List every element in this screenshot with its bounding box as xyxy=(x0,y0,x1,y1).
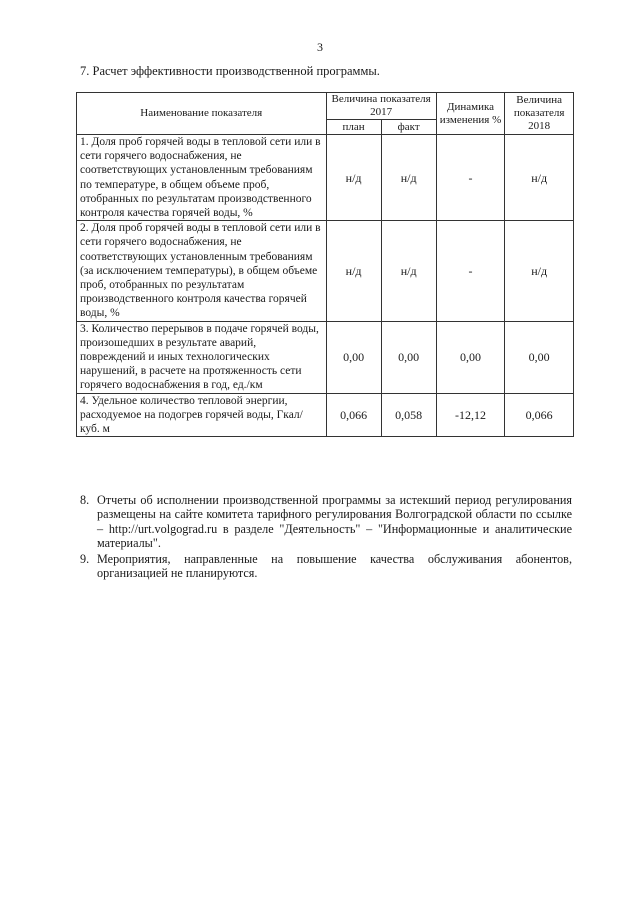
header-value-2017: Величина показателя 2017 xyxy=(326,93,436,120)
row-value-2018: 0,066 xyxy=(505,393,574,437)
note-number: 9. xyxy=(80,551,90,566)
table-row xyxy=(77,221,574,321)
row-dynamics: -12,12 xyxy=(436,393,505,437)
row-name: 2. Доля проб горячей воды в тепловой сети или в сети горячего водоснабжения, не соответствующих установленным требованиям (за исключением температуры), в общем объеме проб, отобранных по результатам производственного контроля качества горячей воды, % xyxy=(77,221,327,321)
note-text: Отчеты об исполнении производственной программы за истекший период регулирования размещены на сайте комитета тарифного регулирования Волгоградской области по ссылке – http://urt.volgograd.ru в разделе "Деятельность" – "Информационные и аналитические материалы". xyxy=(97,493,572,551)
header-name: Наименование показателя xyxy=(77,93,327,135)
row-dynamics: - xyxy=(436,221,505,321)
list-item xyxy=(80,552,572,581)
note-number: 8. xyxy=(80,493,90,507)
header-plan: план xyxy=(326,120,381,135)
note-text: Мероприятия, направленные на повышение качества обслуживания абонентов, организацией не планируются. xyxy=(97,551,572,581)
row-fact: 0,058 xyxy=(381,393,436,437)
row-name: 1. Доля проб горячей воды в тепловой сети или в сети горячего водоснабжения, не соответствующих установленным требованиям по температуре, в общем объеме проб, отобранных по результатам производственного контроля качества горячей воды, % xyxy=(77,135,327,221)
row-plan: 0,00 xyxy=(326,321,381,393)
row-plan: н/д xyxy=(326,221,381,321)
list-item xyxy=(80,493,572,551)
row-dynamics: 0,00 xyxy=(436,321,505,393)
row-value-2018: 0,00 xyxy=(505,321,574,393)
row-value-2018: н/д xyxy=(505,221,574,321)
table-row xyxy=(77,135,574,221)
row-dynamics: - xyxy=(436,135,505,221)
row-fact: н/д xyxy=(381,135,436,221)
efficiency-table xyxy=(76,92,574,437)
section-title: 7. Расчет эффективности производственной программы. xyxy=(80,64,380,78)
row-value-2018: н/д xyxy=(505,135,574,221)
header-fact: факт xyxy=(381,120,436,135)
header-dynamics: Динамика изменения % xyxy=(436,93,505,135)
header-value-2018: Величина показателя 2018 xyxy=(505,93,574,135)
row-name: 3. Количество перерывов в подаче горячей воды, произошедших в результате аварий, повреждений и иных технологических нарушений, в расчете на протяженность сети горячего водоснабжения в год, ед./км xyxy=(77,321,327,393)
notes-list xyxy=(80,493,572,581)
row-fact: 0,00 xyxy=(381,321,436,393)
row-plan: н/д xyxy=(326,135,381,221)
row-name: 4. Удельное количество тепловой энергии, расходуемое на подогрев горячей воды, Гкал/куб. м xyxy=(77,393,327,437)
table-row xyxy=(77,393,574,437)
row-plan: 0,066 xyxy=(326,393,381,437)
row-fact: н/д xyxy=(381,221,436,321)
page-number: 3 xyxy=(317,40,323,54)
table-row xyxy=(77,321,574,393)
